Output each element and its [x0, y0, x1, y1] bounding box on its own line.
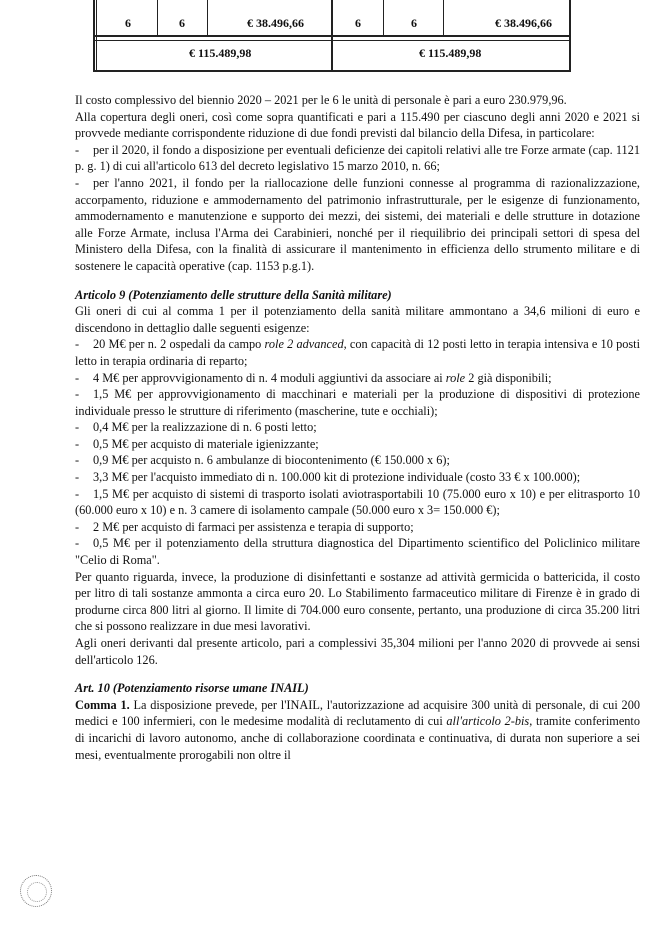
- article-heading: Articolo 9 (Potenziamento delle strutture della Sanità militare): [75, 287, 392, 302]
- paragraph: Gli oneri di cui al comma 1 per il potenziamento della sanità militare ammontano a 34,6 milioni di euro e discendono in dettaglio dalle seguenti esigenze:: [75, 304, 640, 335]
- stamp-seal-icon: [20, 875, 52, 907]
- bullet-dash: -: [75, 519, 80, 534]
- table-cell: 6: [125, 16, 131, 30]
- list-item: [75, 486, 640, 519]
- list-item: [75, 535, 640, 568]
- table-cell: 6: [355, 16, 361, 30]
- list-item: [75, 419, 640, 436]
- paragraph: [75, 697, 640, 763]
- list-item-emphasis: role: [445, 370, 466, 385]
- list-item-text: 0,5 M€ per il potenziamento della struttura diagnostica del Dipartimento scientifico del Policlinico militare "Celio di Roma".: [75, 536, 640, 568]
- bullet-dash: -: [75, 175, 80, 190]
- bullet-dash: -: [75, 470, 80, 485]
- bullet-dash: -: [75, 486, 80, 501]
- table-total-right: € 115.489,98: [419, 46, 482, 60]
- list-item: [75, 469, 640, 486]
- list-item-text: , con capacità di 12 posti letto in terapia intensiva e 10 posti letto in terapia ordinaria di reparto;: [75, 337, 640, 368]
- paragraph: Alla copertura degli oneri, così come sopra quantificati e pari a 115.490 per ciascuno degli anni 2020 e 2021 si provvede mediante corrispondente riduzione di due fondi previsti dal bilancio della Difesa, in particolare:: [75, 109, 640, 141]
- table-cell: € 38.496,66: [247, 16, 304, 30]
- list-item-emphasis: role 2 advanced: [264, 337, 344, 352]
- paragraph-text: , tramite conferimento di incarichi di lavoro autonomo, anche di collaborazione coordinata e continuativa, di durata non superiore a sei mesi, eventualmente prorogabili non oltre il: [75, 714, 640, 762]
- list-item-text: 0,5 M€ per acquisto di materiale igienizzante;: [93, 436, 319, 451]
- list-item: [75, 336, 640, 369]
- paragraph-emphasis: all'articolo 2-bis: [446, 714, 530, 729]
- list-item-text: per l'anno 2021, il fondo per la riallocazione delle funzioni connesse al programma di razionalizzazione, accorpamento, riduzione e ammodernamento del patrimonio infrastrutturale, per le esigenze di funzionamento, ammodernamento e manutenzione e supporto dei mezzi, dei sistemi, dei materiali e delle strutture in dotazione alle Forze Armate, inclusa l'Arma dei Carabinieri, nonché per il riequilibrio dei principali settori di spesa del Ministero della Difesa, con la finalità di assicurare il mantenimento in efficienza dello strumento militare e di sostenere le capacità operative (cap. 1153 p.g.1).: [75, 175, 640, 273]
- bullet-dash: -: [75, 536, 80, 551]
- bullet-dash: -: [75, 436, 80, 451]
- bullet-dash: -: [75, 453, 80, 468]
- list-item: [75, 175, 640, 275]
- paragraph-text: La disposizione prevede, per l'INAIL, l'autorizzazione ad acquisire 300 unità di personale, di cui 200 medici e 100 infermieri, con le medesime modalità di reclutamento di cui: [75, 697, 640, 729]
- list-item-text: 1,5 M€ per acquisto di sistemi di trasporto isolati aviotrasportabili 10 (75.000 euro x 10) e per elitrasporto 10 (60.000 euro x 10) e n. 3 camere di isolamento campale (50.000 euro x 3= 150.000 €);: [75, 486, 640, 518]
- article-heading: Art. 10 (Potenziamento risorse umane INAIL): [75, 681, 309, 696]
- list-item: [75, 452, 640, 469]
- bullet-dash: -: [75, 370, 80, 385]
- bullet-dash: -: [75, 142, 80, 157]
- table-cell: 6: [411, 16, 417, 30]
- list-item-text: 4 M€ per approvvigionamento di n. 4 moduli aggiuntivi da associare ai: [93, 370, 446, 385]
- list-item-text: per il 2020, il fondo a disposizione per eventuali deficienze dei capitoli relativi alle tre Forze armate (cap. 1121 p. g. 1) di cui all'articolo 613 del decreto legislativo 15 marzo 2010, n. 66;: [75, 142, 640, 174]
- list-item-text: 1,5 M€ per approvvigionamento di macchinari e materiali per la produzione di dispositivi di protezione individuale presso le strutture di riferimento (mascherine, tute e occhiali);: [75, 387, 640, 418]
- list-item-text: 2 già disponibili;: [465, 370, 552, 385]
- list-item-text: 0,9 M€ per acquisto n. 6 ambulanze di biocontenimento (€ 150.000 x 6);: [93, 453, 450, 468]
- list-item: [75, 436, 640, 453]
- table-total-left: € 115.489,98: [189, 46, 252, 60]
- comma-label: Comma 1.: [75, 697, 130, 712]
- list-item: [75, 519, 640, 536]
- list-item: [75, 142, 640, 175]
- list-item: [75, 370, 640, 387]
- list-item-text: 0,4 M€ per la realizzazione di n. 6 posti letto;: [93, 420, 317, 435]
- table-cell: 6: [179, 16, 185, 30]
- paragraph: Il costo complessivo del biennio 2020 – 2021 per le 6 le unità di personale è pari a euro 230.979,96.: [75, 93, 567, 107]
- list-item-text: 2 M€ per acquisto di farmaci per assistenza e terapia di supporto;: [93, 519, 414, 534]
- bullet-dash: -: [75, 387, 80, 402]
- list-item-text: 20 M€ per n. 2 ospedali da campo: [93, 337, 265, 352]
- paragraph: Per quanto riguarda, invece, la produzione di disinfettanti e sostanze ad attività germicida o battericida, il costo per litro di tali sostanze ammonta a circa euro 20. Lo Stabilimento farmaceutico militare di Firenze è in grado di produrne circa 800 litri al giorno. Il limite di 704.000 euro consente, pertanto, una produzione di circa 35.200 litri che si possono realizzare in due mesi lavorativi.: [75, 569, 640, 634]
- document-body: [75, 92, 640, 763]
- bullet-dash: -: [75, 420, 80, 435]
- cost-table: [93, 0, 571, 72]
- table-cell: € 38.496,66: [495, 16, 552, 30]
- paragraph: Agli oneri derivanti dal presente articolo, pari a complessivi 35,304 milioni per l'anno 2020 di provvede ai sensi dell'articolo 126.: [75, 636, 640, 667]
- list-item: [75, 386, 640, 419]
- bullet-dash: -: [75, 337, 80, 352]
- list-item-text: 3,3 M€ per l'acquisto immediato di n. 100.000 kit di protezione individuale (costo 33 € x 100.000);: [93, 470, 581, 485]
